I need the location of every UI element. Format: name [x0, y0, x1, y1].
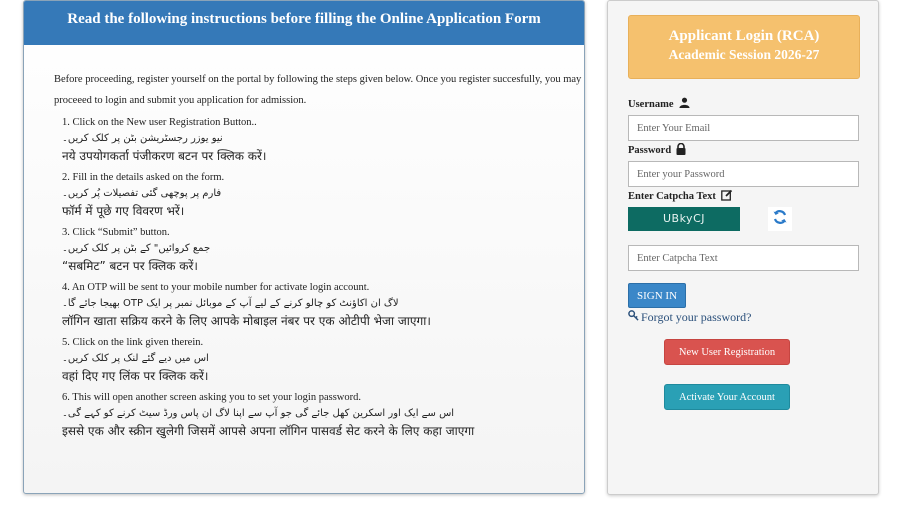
captcha-label: Enter Catpcha Text: [628, 191, 716, 202]
step-text-urdu: اس میں دیے گئے لنک پر کلک کریں۔: [62, 353, 209, 364]
captcha-input[interactable]: [628, 245, 859, 271]
refresh-icon: [772, 209, 788, 230]
step-text-hindi: इससे एक और स्क्रीन खुलेगी जिसमें आपसे अपना लॉगिन पासवर्ड सेट करने के लिए कहा जाएगा: [62, 424, 475, 438]
lock-icon: [676, 143, 686, 158]
step-text-en: 5. Click on the link given therein.: [62, 337, 204, 348]
password-label: Password: [628, 145, 672, 156]
captcha-label-row: [628, 189, 733, 204]
step-text-en: 3. Click “Submit” button.: [62, 227, 170, 238]
key-icon: [628, 310, 639, 325]
step-text-en: 2. Fill in the details asked on the form.: [62, 172, 225, 183]
step-text-hindi: लॉगिन खाता सक्रिय करने के लिए आपके मोबाइल नंबर पर एक ओटीपी भेजा जाएगा।: [62, 314, 431, 328]
step-text-en: 1. Click on the New user Registration Button..: [62, 117, 257, 128]
instructions-panel: [23, 0, 585, 494]
username-label-row: [628, 97, 690, 111]
forgot-password-link[interactable]: [628, 310, 751, 325]
user-icon: [679, 97, 690, 111]
step-4: [62, 280, 577, 331]
password-input[interactable]: [628, 161, 859, 187]
step-text-hindi: नये उपयोगकर्ता पंजीकरण बटन पर क्लिक करें।: [62, 149, 267, 163]
step-1: [62, 115, 577, 166]
sign-in-button[interactable]: SIGN IN: [628, 283, 686, 308]
step-text-urdu: اس سے ایک اور اسکرین کھل جائے گی جو آپ سے اپنا لاگ ان پاس ورڈ سیٹ کرنے کو کہے گی۔: [62, 408, 455, 419]
step-text-hindi: “सबमिट” बटन पर क्लिक करें।: [62, 259, 198, 273]
step-2: [62, 170, 577, 221]
step-text-urdu: فارم پر پوچھی گئی تفصیلات پُر کریں۔: [62, 188, 222, 199]
login-panel: [607, 0, 879, 495]
forgot-password-label: Forgot your password?: [641, 310, 752, 324]
new-user-registration-button[interactable]: New User Registration: [664, 339, 790, 365]
instructions-header: Read the following instructions before filling the Online Application Form: [24, 1, 584, 45]
step-text-hindi: वहां दिए गए लिंक पर क्लिक करें।: [62, 369, 209, 383]
instructions-intro: Before proceeding, register yourself on the portal by following the steps given below. Once you register succesfully, you may proceeed to login and submit you application for admission.: [54, 74, 582, 106]
step-text-urdu: لاگ ان اکاؤنٹ کو چالو کرنے کے لیے آپ کے موبائل نمبر پر ایک OTP بھیجا جائے گا۔: [62, 298, 399, 309]
step-text-urdu: جمع کروائیں" کے بٹن پر کلک کریں۔: [62, 243, 211, 254]
username-input[interactable]: [628, 115, 859, 141]
login-title-box: [628, 15, 860, 79]
step-5: [62, 335, 577, 386]
activate-account-button[interactable]: Activate Your Account: [664, 384, 790, 410]
login-title: Applicant Login (RCA): [668, 28, 820, 44]
step-text-urdu: نیو یوزر رجسٹریشن بٹن پر کلک کریں۔: [62, 133, 223, 144]
password-label-row: [628, 143, 686, 158]
step-3: [62, 225, 577, 276]
instructions-steps: [62, 115, 577, 445]
username-label: Username: [628, 98, 674, 110]
step-text-en: 4. An OTP will be sent to your mobile number for activate login account.: [62, 282, 370, 293]
edit-icon: [721, 189, 733, 204]
step-6: [62, 390, 577, 441]
step-text-hindi: फॉर्म में पूछे गए विवरण भरें।: [62, 204, 185, 218]
captcha-image: UBkyCJ: [628, 207, 740, 231]
academic-session: Academic Session 2026-27: [668, 47, 820, 62]
captcha-refresh-button[interactable]: [768, 207, 792, 231]
step-text-en: 6. This will open another screen asking you to set your login password.: [62, 392, 362, 403]
